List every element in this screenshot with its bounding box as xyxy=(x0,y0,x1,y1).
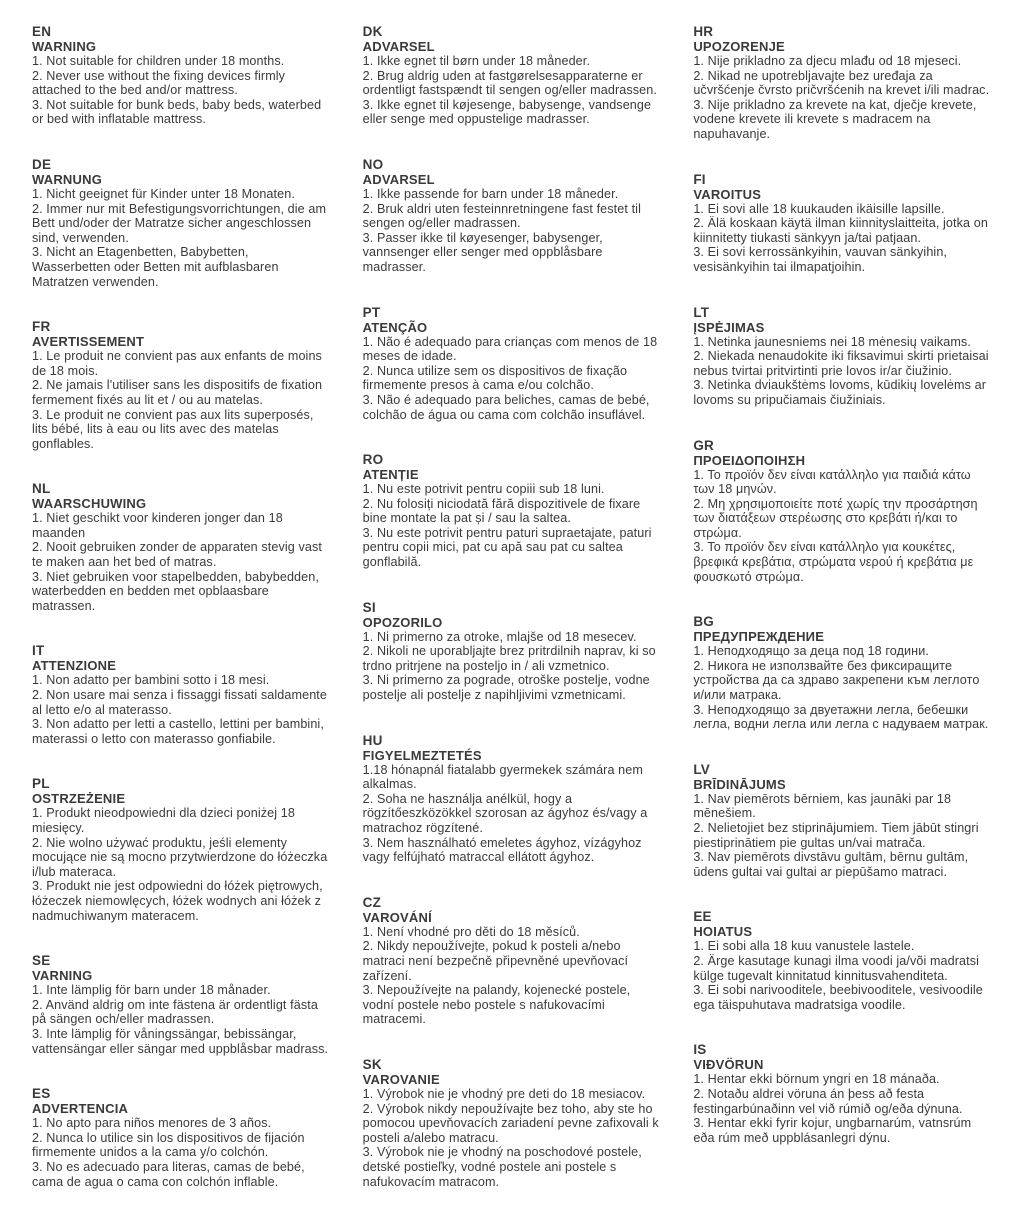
warning-title: ADVARSEL xyxy=(362,171,435,187)
lang-block-es xyxy=(32,1086,329,1189)
lang-block-dk xyxy=(363,24,660,127)
language-code: FI xyxy=(693,171,706,187)
language-code: RO xyxy=(362,452,384,468)
warning-item: 3. Nije prikladno za krevete na kat, dječje krevete, vodene krevete ili krevete s madracem na napuhavanje. xyxy=(693,97,977,141)
warning-title: UPOZORENJE xyxy=(693,39,785,54)
language-code: LT xyxy=(693,304,710,320)
warning-item: 3. Ikke egnet til køjesenge, babysenge, vandsenge eller senge med oppustelige madrasser. xyxy=(362,97,652,127)
warning-item: 2. Nikad ne upotrebljavajte bez uređaja za učvršćenje čvrsto pričvršćenih na krevet i/ili madrac. xyxy=(693,68,990,98)
warning-title: OSTRZEŻENIE xyxy=(32,791,126,807)
warning-item: 2. Nunca lo utilice sin los dispositivos de fijación firmemente unidos a la cama y/o colchón. xyxy=(32,1130,305,1160)
language-code: EE xyxy=(693,909,712,925)
language-columns xyxy=(32,24,990,1189)
lang-block-cz xyxy=(363,895,660,1027)
language-code: HR xyxy=(693,24,714,39)
warning-item: 2. Älä koskaan käytä ilman kiinnityslaitteita, jotka on kiinnitetty tiukasti sänkyyn ja/tai patjaan. xyxy=(693,216,988,245)
warning-item: 1. Hentar ekki börnum yngri en 18 mánaða. xyxy=(693,1072,940,1087)
lang-block-it xyxy=(32,643,329,746)
language-code: DE xyxy=(32,156,52,172)
warning-title: ATENÇÃO xyxy=(362,319,428,335)
warning-title: WAARSCHUWING xyxy=(32,496,147,512)
warning-item: 3. Hentar ekki fyrir kojur, ungbarnarúm, vatnsrúm eða rúm með uppblásanlegri dýnu. xyxy=(693,1116,972,1145)
warning-item: 2. Soha ne használja anélkül, hogy a rögzítőeszközökkel szorosan az ágyhoz és/vagy a matrachoz rögzítené. xyxy=(362,791,648,835)
warning-item: 3. No es adecuado para literas, camas de bebé, cama de agua o cama con colchón inflable. xyxy=(32,1159,305,1189)
warning-item: 1. Não é adequado para crianças com menos de 18 meses de idade. xyxy=(362,334,658,364)
warning-item: 3. Inte lämplig för våningssängar, bebissängar, vattensängar eller sängar med uppblåsbar madrass. xyxy=(32,1026,329,1056)
language-code: PT xyxy=(362,304,381,320)
warning-item: 3. Produkt nie jest odpowiedni do łóżek piętrowych, łóżeczek niemowlęcych, łóżek wodnych ani łóżek z nadmuchiwanym materacem. xyxy=(32,879,323,923)
warning-item: 3. Nem használható emeletes ágyhoz, vízágyhoz vagy felfújható matraccal ellátott ágyhoz. xyxy=(362,835,642,865)
warning-item: 1. Výrobok nie je vhodný pre deti do 18 mesiacov. xyxy=(362,1086,646,1101)
warning-item: 3. Nav piemērots divstāvu gultām, bērnu gultām, ūdens gultai vai gultai ar piepūšamo matraci. xyxy=(693,850,969,879)
language-code: GR xyxy=(693,437,714,453)
lang-block-lv xyxy=(693,762,990,880)
warning-title: ĮSPĖJIMAS xyxy=(693,319,765,335)
warning-item: 3. Ni primerno za pograde, otroške postelje, vodne postelje ali postelje z napihljivimi vzmetnicami. xyxy=(362,673,650,703)
warning-item: 2. Nu folosiți niciodată fără dispozitivele de fixare bine montate la pat și / sau la saltea. xyxy=(362,496,641,526)
warning-item: 1. Nav piemērots bērniem, kas jaunāki par 18 mēnešiem. xyxy=(693,791,952,821)
lang-block-gr xyxy=(693,438,990,585)
language-code: BG xyxy=(693,614,714,630)
warning-item: 3. Não é adequado para beliches, camas de bebé, colchão de água ou cama com colchão insuflável. xyxy=(362,392,650,422)
warning-title: ATTENZIONE xyxy=(32,658,117,674)
warning-item: 2. Nie wolno używać produktu, jeśli elementy mocujące nie są mocno przytwierdzone do łóżeczka i/lub materaca. xyxy=(32,835,328,879)
warning-item: 3. Nepoužívejte na palandy, kojenecké postele, vodní postele nebo postele s nafukovacími matracemi. xyxy=(362,983,631,1027)
warning-item: 3. Niet gebruiken voor stapelbedden, babybedden, waterbedden en bedden met opblaasbare matrassen. xyxy=(32,569,319,613)
lang-block-de xyxy=(32,157,329,289)
warning-item: 3. Le produit ne convient pas aux lits superposés, lits bébé, lits à eau ou lits avec des matelas gonflables. xyxy=(32,407,314,451)
lang-block-hu xyxy=(363,733,660,865)
language-code: LV xyxy=(693,761,710,777)
warning-item: 3. Nu este potrivit pentru paturi supraetajate, paturi pentru copii mici, pat cu apă sau pat cu saltea gonflabilă. xyxy=(362,525,652,570)
lang-block-fr xyxy=(32,319,329,451)
warning-item: 3. Passer ikke til køyesenger, babysenger, vannsenger eller senger med oppblåsbare madrasser. xyxy=(362,230,603,274)
warning-item: 1. Nicht geeignet für Kinder unter 18 Monaten. xyxy=(32,186,295,201)
warning-title: AVERTISSEMENT xyxy=(32,334,145,350)
warning-title: ATENȚIE xyxy=(362,467,419,483)
lang-block-pt xyxy=(363,305,660,423)
lang-block-ee xyxy=(693,909,990,1012)
language-code: NO xyxy=(362,156,384,172)
warning-item: 2. Nikoli ne uporabljajte brez pritrdilnih naprav, ki so trdno pritrjene na posteljo in / ali vzmetnico. xyxy=(362,644,656,673)
warning-title: ΠΡΟΕΙΔΟΠΟΙΗΣΗ xyxy=(693,452,806,468)
language-code: DK xyxy=(362,24,383,39)
lang-block-pl xyxy=(32,776,329,923)
warning-item: 2. Never use without the fixing devices firmly attached to the bed and/or mattress. xyxy=(32,68,286,98)
warning-item: 1. Niet geschikt voor kinderen jonger dan 18 maanden xyxy=(32,511,283,540)
warning-title: ADVERTENCIA xyxy=(32,1101,129,1117)
warning-item: 2. Ärge kasutage kunagi ilma voodi ja/või madratsi külge tugevalt kinnitatud kinnitusvahenditeta. xyxy=(693,953,980,983)
warning-item: 2. Nooit gebruiken zonder de apparaten stevig vast te maken aan het bed of matras. xyxy=(32,540,322,570)
lang-block-sk xyxy=(363,1057,660,1189)
warning-item: 3. Non adatto per letti a castello, lettini per bambini, materassi o letto con materasso gonfiabile. xyxy=(32,717,324,746)
warning-item: 1. Неподходящо за деца под 18 години. xyxy=(693,644,929,659)
lang-block-lt xyxy=(693,305,990,408)
warning-item: 3. Výrobok nie je vhodný na poschodové postele, detské postieľky, vodné postele ani postele s nafukovacím matracom. xyxy=(362,1145,642,1189)
language-code: SE xyxy=(32,953,51,969)
warning-item: 3. Το προϊόν δεν είναι κατάλληλο για κουκέτες, βρεφικά κρεβάτια, στρώματα νερού ή κρεβάτια με φουσκωτό στρώμα. xyxy=(693,540,974,584)
lang-block-hr xyxy=(693,24,990,142)
warning-item: 2. Använd aldrig om inte fästena är ordentligt fästa på sängen och/eller madrassen. xyxy=(32,997,318,1027)
warning-item: 2. Nunca utilize sem os dispositivos de fixação firmemente presos à cama e/ou colchão. xyxy=(362,363,628,393)
warning-item: 1. No apto para niños menores de 3 años. xyxy=(32,1116,272,1131)
warning-item: 1.18 hónapnál fiatalabb gyermekek számára nem alkalmas. xyxy=(362,762,643,792)
warning-title: HOIATUS xyxy=(693,924,753,940)
warning-item: 1. Non adatto per bambini sotto i 18 mesi. xyxy=(32,673,270,688)
lang-block-en xyxy=(32,24,329,127)
language-code: SK xyxy=(362,1056,382,1072)
language-code: SI xyxy=(362,599,376,615)
warning-item: 2. Immer nur mit Befestigungsvorrichtungen, die am Bett und/oder der Matratze sicher angeschlossen sind, verwenden. xyxy=(32,201,327,245)
warning-title: WARNUNG xyxy=(32,171,103,187)
warning-title: FIGYELMEZTETÉS xyxy=(362,747,482,763)
warning-item: 3. Netinka dviaukštėms lovoms, kūdikių lovelėms ar lovoms su pripučiamais čiužiniais. xyxy=(693,378,986,407)
warning-item: 3. Ei sobi narivooditele, beebivooditele, vesivoodile ega täispuhutava madratsiga voodile. xyxy=(693,983,983,1012)
lang-block-no xyxy=(363,157,660,275)
warning-title: VAROVÁNÍ xyxy=(362,909,432,925)
warning-item: 2. Nikdy nepoužívejte, pokud k posteli a/nebo matraci není bezpečně připevněné upevňovací zařízení. xyxy=(362,939,629,983)
warning-item: 1. Produkt nieodpowiedni dla dzieci poniżej 18 miesięcy. xyxy=(32,806,295,835)
lang-block-is xyxy=(693,1042,990,1145)
warning-item: 1. Není vhodné pro děti do 18 měsíců. xyxy=(362,924,580,939)
warning-item: 1. Ikke egnet til børn under 18 måneder. xyxy=(362,54,590,68)
language-code: ES xyxy=(32,1086,51,1102)
lang-block-nl xyxy=(32,481,329,613)
lang-block-se xyxy=(32,953,329,1056)
warning-title: VAROITUS xyxy=(693,186,762,202)
warning-item: 1. Το προϊόν δεν είναι κατάλληλο για παιδιά κάτω των 18 μηνών. xyxy=(693,467,971,497)
column-3 xyxy=(693,24,990,1219)
language-code: EN xyxy=(32,24,52,39)
warning-title: VARNING xyxy=(32,968,93,984)
warning-item: 2. Никога не използвайте без фиксиращите устройства да са здраво закрепени към леглото и/или матрака. xyxy=(693,658,980,703)
lang-block-si xyxy=(363,600,660,703)
column-2 xyxy=(363,24,660,1219)
warning-item: 2. Non usare mai senza i fissaggi fissati saldamente al letto e/o al materasso. xyxy=(32,688,327,717)
warning-item: 3. Неподходящо за двуетажни легла, бебешки легла, водни легла или легла с надуваем матрак. xyxy=(693,702,989,732)
lang-block-fi xyxy=(693,172,990,275)
warning-item: 3. Not suitable for bunk beds, baby beds, waterbed or bed with inflatable mattress. xyxy=(32,97,322,127)
warning-item: 2. Niekada nenaudokite iki fiksavimui skirti prietaisai nebus tvirtai pritvirtinti prie lovos ir/ar čiužinio. xyxy=(693,349,989,378)
warning-item: 1. Nu este potrivit pentru copiii sub 18 luni. xyxy=(362,482,605,497)
warning-item: 2. Notaðu aldrei vöruna án þess að festa festingarbúnaðinn vel við rúmið og/eða dýnuna. xyxy=(693,1086,963,1116)
warning-title: BRĪDINĀJUMS xyxy=(693,776,786,792)
warning-title: VIÐVÖRUN xyxy=(693,1057,764,1073)
warning-item: 1. Ei sovi alle 18 kuukauden ikäisille lapsille. xyxy=(693,201,945,216)
language-code: IT xyxy=(32,643,45,659)
warning-title: ADVARSEL xyxy=(362,39,435,54)
warning-title: OPOZORILO xyxy=(362,614,443,630)
warning-item: 2. Bruk aldri uten festeinnretningene fast festet til sengen og/eller madrassen. xyxy=(362,201,641,231)
language-code: PL xyxy=(32,776,50,792)
warning-item: 2. Ne jamais l'utiliser sans les dispositifs de fixation fermement fixés au lit et / ou au matelas. xyxy=(32,378,323,407)
warning-item: 1. Ei sobi alla 18 kuu vanustele lastele. xyxy=(693,939,915,954)
warning-item: 1. Netinka jaunesniems nei 18 mėnesių vaikams. xyxy=(693,334,971,349)
language-code: IS xyxy=(693,1042,707,1058)
warning-title: WARNING xyxy=(32,39,97,54)
lang-block-ro xyxy=(363,452,660,570)
language-code: FR xyxy=(32,319,51,335)
warning-item: 2. Výrobok nikdy nepoužívajte bez toho, aby ste ho pomocou upevňovacích zariadení pevne zafixovali k posteli a/alebo matracu. xyxy=(362,1101,659,1145)
warning-item: 1. Le produit ne convient pas aux enfants de moins de 18 mois. xyxy=(32,349,322,378)
warning-item: 1. Inte lämplig för barn under 18 månader. xyxy=(32,983,271,998)
language-code: CZ xyxy=(362,894,382,910)
warning-title: VAROVANIE xyxy=(362,1071,440,1087)
warning-item: 3. Nicht an Etagenbetten, Babybetten, Wasserbetten oder Betten mit aufblasbaren Matratzen verwenden. xyxy=(32,245,279,289)
warning-item: 2. Brug aldrig uden at fastgørelsesapparaterne er ordentligt fastspændt til sengen og/eller madrassen. xyxy=(362,68,657,98)
warning-title: ПРЕДУПРЕЖДЕНИЕ xyxy=(693,629,825,645)
warning-item: 1. Not suitable for children under 18 months. xyxy=(32,54,285,68)
column-1 xyxy=(32,24,329,1219)
warning-item: 2. Nelietojiet bez stiprinājumiem. Tiem jābūt stingri piestiprinātiem pie gultas un/vai matrača. xyxy=(693,821,979,850)
language-code: HU xyxy=(362,732,383,748)
warning-item: 1. Nije prikladno za djecu mlađu od 18 mjeseci. xyxy=(693,54,962,68)
lang-block-bg xyxy=(693,614,990,732)
language-code: NL xyxy=(32,481,51,497)
warning-item: 1. Ikke passende for barn under 18 måneder. xyxy=(362,186,619,201)
warning-item: 3. Ei sovi kerrossänkyihin, vauvan sänkyihin, vesisänkyihin tai ilmapatjoihin. xyxy=(693,245,948,274)
warning-item: 2. Μη χρησιμοποιείτε ποτέ χωρίς την προσάρτηση των διατάξεων στερέωσης στο κρεβάτι ή/και το στρώμα. xyxy=(693,496,978,540)
warning-item: 1. Ni primerno za otroke, mlajše od 18 mesecev. xyxy=(362,629,637,644)
